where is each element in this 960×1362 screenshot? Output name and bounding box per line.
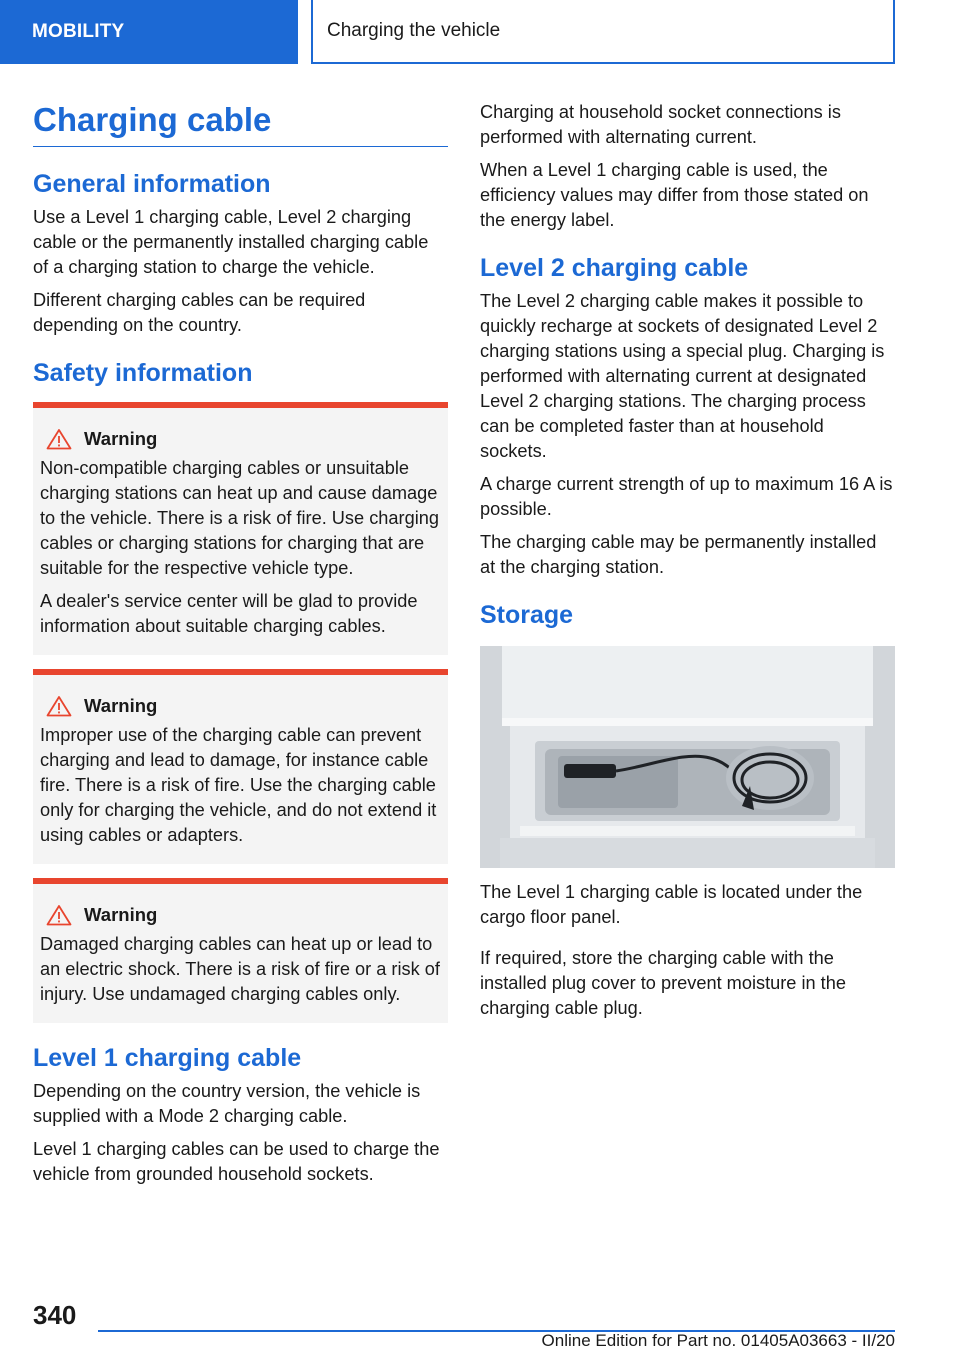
warning-triangle-icon [46,695,72,717]
warning-box-1 [33,402,448,655]
level2-cable-text-3: The charging cable may be permanently installed at the charging station. [480,532,877,577]
level2-cable-heading: Level 2 charging cable [480,254,749,282]
level1-cable-text-2: Level 1 charging cables can be used to charge the vehicle from grounded household sockets. [33,1139,440,1184]
warning-triangle-icon [46,428,72,450]
left-column [33,100,448,1195]
warning-box-2 [33,669,448,864]
cargo-area-cable-photo [480,646,895,868]
storage-text-1: The Level 1 charging cable is located under the cargo floor panel. [480,882,863,927]
general-information-heading: General information [33,170,271,198]
warning-text: Non-compatible charging cables or unsuitable charging stations can heat up and cause damage to the vehicle. There is a risk of fire. Use charging cables or charging stations for charging that are suitable for the respective vehicle type. [40,458,439,578]
level2-cable-text-2: A charge current strength of up to maximum 16 A is possible. [480,474,893,519]
header-section-label: MOBILITY [32,21,125,42]
efficiency-text: When a Level 1 charging cable is used, the efficiency values may differ from those stated on the energy label. [480,160,869,230]
header-chapter-box [311,0,895,64]
right-column [480,100,895,1029]
general-information-text-2: Different charging cables can be required depending on the country. [33,290,366,335]
warning-title: Warning [84,904,158,925]
household-charging-text: Charging at household socket connections is performed with alternating current. [480,102,841,147]
storage-heading: Storage [480,601,574,629]
page-number: 340 [33,1300,77,1330]
warning-text: A dealer's service center will be glad to provide information about suitable charging cables. [40,591,418,636]
safety-information-heading: Safety information [33,359,253,387]
warning-box-3 [33,878,448,1023]
level1-cable-heading: Level 1 charging cable [33,1044,302,1072]
warning-text: Damaged charging cables can heat up or lead to an electric shock. There is a risk of fire or a risk of injury. Use undamaged charging cables only. [40,934,440,1004]
storage-text-2: If required, store the charging cable with the installed plug cover to prevent moisture in the charging cable plug. [480,948,846,1018]
warning-title: Warning [84,695,158,716]
warning-triangle-icon [46,904,72,926]
general-information-text-1: Use a Level 1 charging cable, Level 2 charging cable or the permanently installed charging cable of a charging station to charge the vehicle. [33,207,429,277]
page-title: Charging cable [33,100,448,147]
header-chapter-label: Charging the vehicle [327,20,501,41]
level2-cable-text-1: The Level 2 charging cable makes it possible to quickly recharge at sockets of designated Level 2 charging stations using a special plug. Charging is performed with alternating current at designated Level 2 charging stations. The charging process can be completed faster than at household sockets. [480,291,885,461]
header-section-tab [0,0,298,64]
warning-title: Warning [84,428,158,449]
footer-edition-text: Online Edition for Part no. 01405A03663 - II/20 [541,1331,895,1350]
warning-text: Improper use of the charging cable can prevent charging and lead to damage, for instance cable fire. There is a risk of fire. Use the charging cable only for charging the vehicle, and do not extend it using cables or adapters. [40,725,437,845]
level1-cable-text-1: Depending on the country version, the vehicle is supplied with a Mode 2 charging cable. [33,1081,421,1126]
